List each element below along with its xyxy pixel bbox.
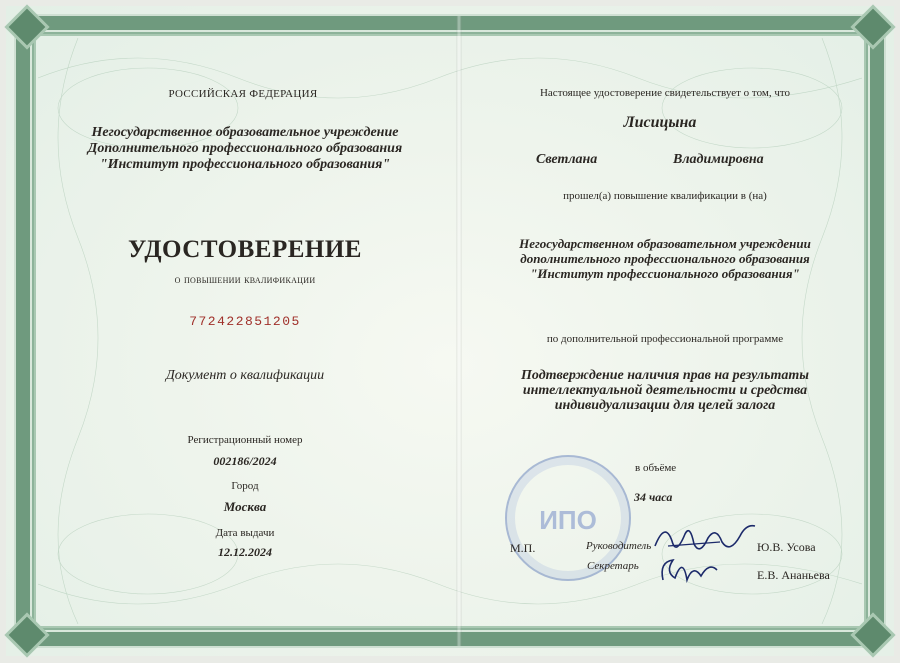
city-value: Москва <box>223 499 267 514</box>
passed-text: прошел(а) повышение квалификации в (на) <box>563 190 767 202</box>
certificate-sheet <box>6 6 894 656</box>
program-label: по дополнительной профессиональной программе <box>546 333 784 345</box>
document-type: Документ о квалификации <box>165 368 325 383</box>
first-name: Светлана <box>536 152 598 167</box>
secretary-signature <box>655 550 725 590</box>
secretary-label: Секретарь <box>587 560 639 572</box>
program-title <box>470 368 860 413</box>
registration-value: 002186/2024 <box>213 454 277 468</box>
patronymic: Владимировна <box>673 152 764 167</box>
issuer-org-line: "Институт профессионального образования" <box>99 157 391 172</box>
issuer-org-line: Негосударственное образовательное учреждение <box>91 125 399 140</box>
document-title: УДОСТОВЕРЕНИЕ <box>128 236 362 263</box>
program-title-line: индивидуализации для целей залога <box>554 398 776 413</box>
head-name: Ю.В. Усова <box>757 540 816 554</box>
registration-label: Регистрационный номер <box>187 434 303 446</box>
training-org-line: "Институт профессионального образования" <box>530 266 800 281</box>
document-subtitle: о повышении квалификации <box>174 272 316 286</box>
volume-label: в объёме <box>635 462 677 474</box>
secretary-name: Е.В. Ананьева <box>757 568 830 582</box>
head-label: Руководитель <box>586 540 652 552</box>
training-org <box>470 236 860 281</box>
issuer-org <box>45 125 445 173</box>
center-fold <box>456 16 462 646</box>
program-title-line: Подтверждение наличия прав на результаты <box>521 368 809 383</box>
intro-text: Настоящее удостоверение свидетельствует о том, что <box>539 87 791 99</box>
country-label: РОССИЙСКАЯ ФЕДЕРАЦИЯ <box>168 88 318 100</box>
serial-number: 772422851205 <box>189 314 301 329</box>
issue-date-label: Дата выдачи <box>215 527 275 539</box>
volume-value: 34 часа <box>634 490 673 504</box>
seal-text: ИПО <box>539 505 597 535</box>
training-org-line: Негосударственном образовательном учреждении <box>519 236 811 251</box>
program-title-line: интеллектуальной деятельности и средства <box>522 383 808 398</box>
surname: Лисицына <box>623 114 697 131</box>
stamp-place-label: М.П. <box>510 541 536 555</box>
issue-date-value: 12.12.2024 <box>218 545 272 559</box>
issuer-org-line: Дополнительного профессионального образования <box>87 141 403 156</box>
training-org-line: дополнительного профессионального образования <box>520 251 810 266</box>
city-label: Город <box>231 480 259 492</box>
